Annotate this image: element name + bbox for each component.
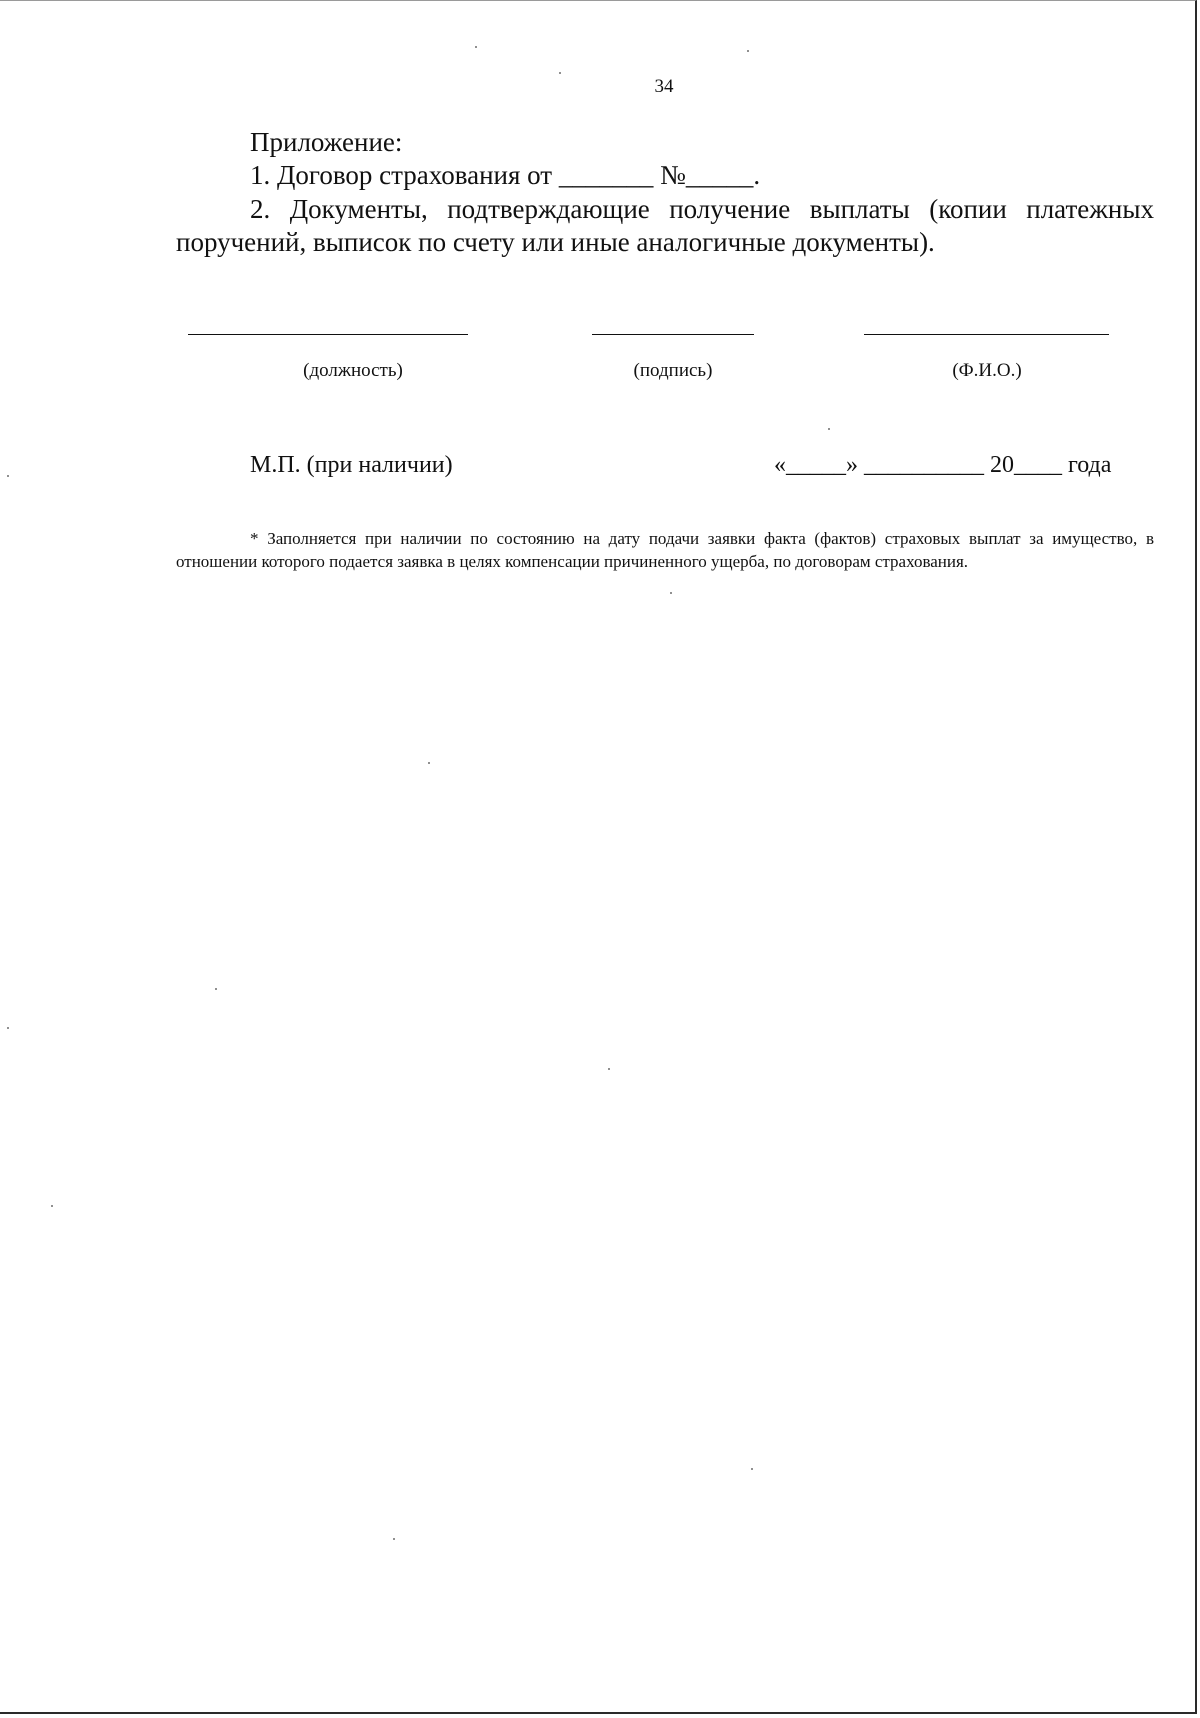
scan-speck [670, 592, 672, 594]
position-signature-line [188, 334, 468, 335]
full-name-caption: (Ф.И.О.) [952, 360, 1022, 381]
scan-speck [51, 1205, 53, 1207]
page-number: 34 [654, 76, 674, 97]
date-line: «_____» __________ 20____ года [774, 452, 1112, 478]
attachments-title: Приложение: [250, 127, 403, 157]
scan-speck [828, 428, 830, 430]
footnote: * Заполняется при наличии по состоянию на дату подачи заявки факта (фактов) страховых выплат за имущество, в отношении которого подается заявка в целях компенсации причиненного ущерба, по договорам страхования. [176, 529, 1154, 571]
scan-speck [393, 1538, 395, 1540]
signature-line [592, 334, 754, 335]
stamp-label: М.П. (при наличии) [250, 452, 453, 478]
full-name-signature-line [864, 334, 1109, 335]
signature-caption: (подпись) [633, 360, 713, 381]
scan-speck [475, 46, 477, 48]
attachment-item-1: 1. Договор страхования от _______ №_____. [250, 160, 761, 190]
scan-speck [7, 475, 9, 477]
scan-speck [428, 762, 430, 764]
scan-speck [7, 1027, 9, 1029]
scan-speck [559, 72, 561, 74]
attachment-item-2: 2. Документы, подтверждающие получение выплаты (копии платежных поручений, выписок по счету или иные аналогичные документы). [176, 194, 1154, 257]
scan-speck [608, 1068, 610, 1070]
position-caption: (должность) [303, 360, 403, 381]
scan-speck [747, 50, 749, 52]
scan-speck [215, 988, 217, 990]
scan-speck [751, 1468, 753, 1470]
